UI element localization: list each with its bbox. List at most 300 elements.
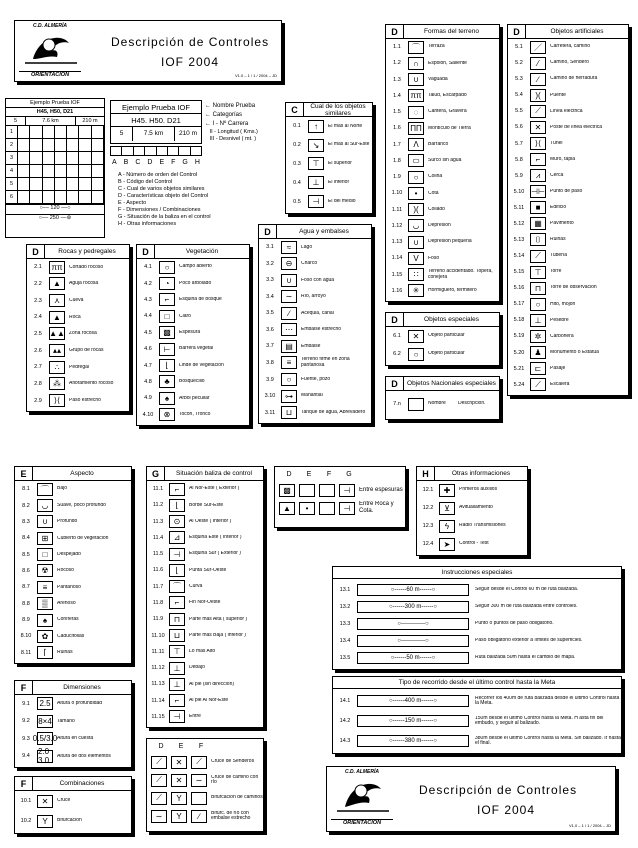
panel-letter: D [259,225,277,238]
symbol-code: 4.9 [144,395,152,402]
symbol-code: 8.6 [22,567,30,574]
combo-icon: ✕ [171,756,187,769]
sample-row-num: 3 [6,152,18,164]
symbol-icon: ∼ [281,290,297,303]
sample-cell [30,139,42,151]
route-line-icon: ○‑‑‑‑‑‑ [389,718,405,724]
panel-F-combinations [14,776,132,834]
symbol-icon: ✕ [530,121,546,134]
panel-rows [386,39,499,299]
column-letter: D [147,159,153,166]
symbol-row [386,185,499,201]
club-name: C.D. ALMERÍA [33,23,67,29]
symbol-code: 0.5 [293,198,301,205]
symbol-row [386,120,499,136]
symbol-code: 5.4 [515,92,523,99]
symbol-row [508,232,628,248]
symbol-code: 5.8 [515,156,523,163]
route-distance: 50 m [406,654,420,661]
panel-title: Cual de los objetos similares [310,102,366,117]
panel-rows [147,481,263,725]
symbol-row [508,55,628,71]
sample-cell [43,126,55,138]
symbol-label: Terraza [428,44,445,50]
symbol-row [15,530,131,546]
route-line-icon: ○‑‑‑‑‑‑ [390,654,407,661]
symbol-code: 5.5 [515,108,523,115]
panel-letter: D [508,25,526,38]
panel-letter: D [386,377,404,390]
symbol-code: 1.2 [393,60,401,67]
symbol-code: 1.1 [393,44,401,51]
legend-item: H - Otras informaciones [118,221,177,227]
symbol-row [386,72,499,88]
symbol-code: 8.2 [22,502,30,509]
symbol-code: 3.6 [266,326,274,333]
symbol-icon: ⊓ [530,282,546,295]
column-letter: E [159,159,165,166]
instruction-code: 13.5 [339,654,351,661]
column-letter: C [135,159,141,166]
symbol-row [259,338,371,355]
symbol-icon: ⊿ [169,531,185,544]
symbol-row [15,481,131,497]
panel-header [137,245,249,259]
symbol-code: 11.6 [152,567,164,574]
symbol-code: 12.1 [422,487,434,493]
symbol-icon: ✕ [37,795,53,808]
symbol-code: 2.3 [34,297,42,304]
symbol-row [15,497,131,513]
symbol-icon: ⊖ [281,257,297,270]
def-header [147,739,263,753]
rock-icon: ▲ [279,502,295,515]
symbol-label: Bifurcación [57,818,82,824]
symbol-icon: ∩ [408,57,424,70]
column-letter: E [178,742,184,750]
panel-rows [286,117,372,211]
sample-cell [43,152,55,164]
symbol-icon: ■ [530,201,546,214]
sample-cell [55,139,67,151]
symbol-row [259,355,371,372]
instruction-row [333,711,621,731]
symbol-code: 1.7 [393,141,401,148]
symbol-label: Caducifolias [57,633,85,639]
symbol-label: Cerca [550,172,564,178]
panel-D-vegetation [136,244,250,426]
symbol-code: 5.12 [513,220,525,227]
legend-item: G - Situación de la baliza en el control [118,214,211,220]
panel-title: Objetos artificiales [550,28,604,35]
instruction-row [333,598,621,615]
instruction-label: Recorrer los 400m de ruta balizada desde el último Control hasta la Meta. [475,695,620,706]
symbol-label: Objeto particular [428,333,465,339]
legend-item: D - Características objeto del Control [118,193,209,199]
symbol-code: 4.8 [144,378,152,385]
symbol-code: 4.2 [144,280,152,287]
instruction-label: Punto o puntos de paso obligatorio. [475,620,554,626]
sample-cell [79,126,91,138]
sample-cell [18,152,30,164]
symbol-icon: ⌷ [530,233,546,246]
symbol-icon: ∪ [408,73,424,86]
symbol-label: Fin Nor-Oeste [189,600,221,606]
column-letter: G [346,470,352,478]
column-letter: F [171,159,176,166]
sample-row [6,126,104,139]
symbol-icon: ♣ [159,375,175,388]
symbol-code: 5.21 [513,365,525,372]
symbol-row [147,676,263,692]
sample-row-num: 1 [6,126,18,138]
symbol-label: Puente [550,92,566,98]
route-symbol [357,652,469,664]
symbol-code: 3.9 [266,376,274,383]
symbol-row [259,305,371,322]
panel-header [27,245,129,259]
symbol-code: 8.1 [22,486,30,493]
symbol-label: Curva [189,583,203,589]
panel-title: Objetos Nacionales especiales [407,380,496,387]
symbol-icon: ≡ [37,581,53,594]
symbol-row [137,325,249,341]
symbol-label: Foso [428,255,440,261]
symbol-row [508,103,628,119]
orienteering-logo-icon [19,29,81,69]
symbol-code: 9.4 [22,753,30,760]
symbol-row [386,327,499,345]
header-top [14,20,282,82]
club-brand: ORIENTACIÓN [19,71,81,78]
symbol-icon: ⟋ [530,250,546,263]
symbol-code: 5.6 [515,124,523,131]
symbol-icon: ♠ [37,614,53,627]
symbol-label: Depresión [428,223,451,229]
dist-120: 120 [50,205,60,211]
symbol-icon: ⋏ [49,294,65,307]
symbol-row [508,361,628,377]
symbol-label: El del medio [328,198,356,204]
symbol-label: Tocón, Tronco [179,411,211,417]
symbol-label: Lago [301,244,313,250]
symbol-icon: ○ [408,171,424,184]
symbol-code: 4.7 [144,362,152,369]
symbol-row [15,748,131,766]
def-row [147,771,263,789]
symbol-icon: ∕ [530,73,546,86]
symbol-row [508,184,628,200]
symbol-row [508,344,628,360]
symbol-code: 2.7 [34,364,42,371]
symbol-code: 8.10 [20,633,32,640]
symbol-row [386,39,499,55]
symbol-code: 5.20 [513,349,525,356]
symbol-icon: ▩ [159,326,175,339]
symbol-code: 3.10 [264,393,276,400]
symbol-icon: □ [37,548,53,561]
symbol-label: Espesura [179,330,201,335]
sample-row-num: 4 [6,165,18,177]
symbol-code: 0.3 [293,160,301,167]
column-letter: F [326,470,332,478]
instruction-label: 380m desde el último Control hasta la Meta. Sin balizado. Ir hasta el final. [475,735,621,746]
symbol-icon: ↘ [308,139,324,152]
symbol-icon: ⊶ [281,390,297,403]
symbol-label: Acequia, canal [301,310,334,316]
symbol-icon: ✳ [408,284,424,297]
symbol-icon: ⟋ [530,105,546,118]
symbol-row [417,535,527,553]
sample-dist-250: ○–– 250 ––⊚ [6,214,104,224]
sample-row-num: 5 [6,178,18,190]
between-icon-2: ⊣ [339,502,355,515]
instruction-code: 13.4 [339,637,351,644]
sample-cell [55,126,67,138]
sample-info-row [6,117,104,126]
symbol-label: Hito, mojón [550,301,576,307]
legend-item: C - Cual de varios objetos similares [118,186,205,192]
symbol-row [15,579,131,595]
symbol-code: 3.3 [266,277,274,284]
instruction-code: 13.1 [339,586,351,593]
symbol-code: 4.6 [144,346,152,353]
combo-icon: Y [171,810,187,823]
panel-D-rocks [26,244,130,412]
symbol-code: 5.17 [513,301,525,308]
symbol-code: 6.2 [393,351,401,357]
symbol-code: 4.5 [144,329,152,336]
symbol-row [508,280,628,296]
symbol-code: 2.6 [34,347,42,354]
symbol-icon: ⊢ [159,343,175,356]
symbol-icon: ▲ [49,277,65,290]
symbol-label: El más al Norte [328,123,363,129]
symbol-row [508,296,628,312]
sample-row [6,139,104,152]
symbol-code: 11.7 [152,583,164,590]
symbol-icon: ≡ [281,356,297,369]
symbol-label: Coníferas [57,617,79,623]
symbol-code: 1.3 [393,76,401,83]
symbol-icon: )( [530,89,546,102]
symbol-label: Collado [428,206,445,212]
symbol-row [15,791,131,811]
legend-item: F - Dimensiones / Combinaciones [118,207,201,213]
symbol-row [147,579,263,595]
doc-subtitle-bottom: IOF 2004 [477,803,536,817]
symbol-code: 0.4 [293,179,301,186]
symbol-label: Lo más Alto [189,649,216,655]
symbol-label: Esquina de bosque [179,297,222,303]
panel-D-water [258,224,372,424]
symbol-label: Campo abierto [179,264,212,270]
symbol-label: Depresión pequeña [428,239,472,245]
instruction-label: 150m desde el último Control hasta la Meta. H asta fin del embudo, y seguir al balizado. [475,715,604,726]
symbol-icon: ▭ [408,154,424,167]
symbol-code: 9.3 [22,735,30,742]
panel-header [15,777,131,791]
symbol-code: 8.7 [22,584,30,591]
panel-H-other [416,466,528,556]
sample-cell [67,126,79,138]
label-climb-text: III - Desnivel ( mt. ) [209,136,257,142]
symbol-row [508,71,628,87]
symbol-label: Suave, poco profundo [57,502,106,508]
symbol-label: Punto de paso [550,188,583,194]
symbol-label: Borde Sur-Este [189,502,224,508]
symbol-icon: ✕ [408,330,424,343]
symbol-icon: ／ [530,41,546,54]
panel-letter: D [137,245,155,258]
symbol-code: 5.19 [513,333,525,340]
symbol-row [147,530,263,546]
route-symbol [357,635,469,647]
symbol-label: Aguja rocosa [69,281,99,287]
panel-letter: D [386,25,404,38]
combo-icon [191,792,207,805]
symbol-code: 5.10 [513,188,525,195]
symbol-label: Hormiguero, termitero [428,288,477,294]
symbol-icon: ⟋ [530,378,546,391]
symbol-icon: ⁂ [49,377,65,390]
combo-icon: ∼ [151,810,167,823]
symbol-icon: ⟩⟨ [530,137,546,150]
symbol-code: 5.14 [513,253,525,260]
symbol-code: 0.2 [293,142,301,149]
symbol-icon: ∪ [37,515,53,528]
symbol-row [15,628,131,644]
panel-rows [417,481,527,553]
between-icon: ⊣ [339,484,355,497]
symbol-label: Al pie Al Nor-Este [189,697,229,703]
instruction-row [333,581,621,598]
symbol-code: 8.11 [20,649,32,656]
symbol-icon: ⋯ [281,323,297,336]
symbol-code: 10.1 [20,798,32,804]
symbol-label: Barranco [428,141,449,147]
symbol-label: Debajo [189,665,205,671]
panel-F-dimensions [14,680,132,768]
panel-rows [15,791,131,831]
symbol-label: Muro, tapia [550,156,576,162]
sample-dist-120: ○–– 120 ––○ [6,204,104,214]
symbol-code: 4.1 [144,264,152,271]
symbol-label: Surco sin agua [428,158,462,164]
sample-row-num: 2 [6,139,18,151]
symbol-icon: 8×4 [38,716,52,726]
symbol-code: 1.6 [393,125,401,132]
panel-rows [386,327,499,363]
symbol-row [147,481,263,497]
symbol-row [259,322,371,339]
panel-letter: D [27,245,45,258]
symbol-label: Ruinas [57,650,73,656]
symbol-icon: ○ [530,298,546,311]
symbol-row [27,392,129,409]
panel-header [508,25,628,39]
symbol-row [386,218,499,234]
sample-labels [205,102,258,143]
panel-letter: H [417,467,435,480]
symbol-label: Avituallamiento [459,505,493,511]
panel-D-national [385,376,500,420]
club-logo [19,23,81,79]
symbol-row [15,713,131,731]
symbol-code: 2.9 [34,397,42,404]
symbol-label: Tamaño [57,718,75,724]
sample-small [5,98,105,238]
symbol-code: 1.16 [391,287,403,294]
symbol-icon: ⌊ [169,499,185,512]
symbol-label: Paso estrecho [69,397,101,403]
symbol-row [286,192,372,211]
symbol-row [147,660,263,676]
symbol-row [508,152,628,168]
symbol-label: Pesebre [550,317,569,323]
label-length [205,129,258,136]
label-name: ← Nombre Prueba [205,103,256,109]
instruction-code: 14.1 [339,698,351,704]
blank-1 [299,484,315,497]
panel-title: Otras informaciones [451,470,511,477]
symbol-code: 5.15 [513,269,525,276]
def-label: Cruce de camino con río [211,774,259,785]
symbol-icon: ⊥ [308,176,324,189]
defg-label-1: Entre espesuras [359,486,403,493]
symbol-row [15,563,131,579]
symbol-icon: ⌐ [169,596,185,609]
instruction-row [333,691,621,711]
panel-D-artificial [507,24,629,396]
symbol-icon: ⌐ [530,153,546,166]
label-length-text: II - Longitud ( Kms.) [209,129,258,135]
symbol-icon: ♟ [530,346,546,359]
instruction-rows [333,579,621,668]
sample-cell [30,165,42,177]
symbol-row [386,55,499,71]
symbol-code: 1.14 [391,255,403,262]
route-end-icon: ‑‑‑‑‑‑○ [421,718,437,724]
symbol-row [147,514,263,530]
symbol-label: Edificio [550,205,567,211]
defg-row-2 [275,499,405,517]
symbol-code: 11.14 [151,697,165,704]
panel-letter: G [147,467,165,480]
symbol-row [259,371,371,388]
sample-cell [43,165,55,177]
symbol-icon: ▴▴ [49,344,65,357]
symbol-icon: ∴ [49,361,65,374]
route-end-icon: ‑‑‑‑‑‑○ [419,586,436,593]
symbol-row [286,173,372,192]
symbol-code: 9.2 [22,718,30,725]
club-brand-bottom: ORIENTACIÓN [331,819,393,826]
symbol-code: 6.1 [393,333,401,339]
symbol-label: Pedregal [69,364,90,370]
symbol-label: Punta Sur-Oeste [189,567,227,573]
sample-cell [43,178,55,190]
orienteering-logo-icon [331,775,393,817]
symbol-code: 1.8 [393,157,401,164]
symbol-icon: ○ [159,261,175,274]
symbol-icon: ☢ [37,564,53,577]
route-symbol [357,735,469,747]
symbol-label: Línea eléctrica [550,108,583,114]
symbol-icon: ⌒ [37,483,53,496]
symbol-code: 3.5 [266,310,274,317]
route-end-icon: ‑‑‑‑‑‑○ [421,698,437,704]
